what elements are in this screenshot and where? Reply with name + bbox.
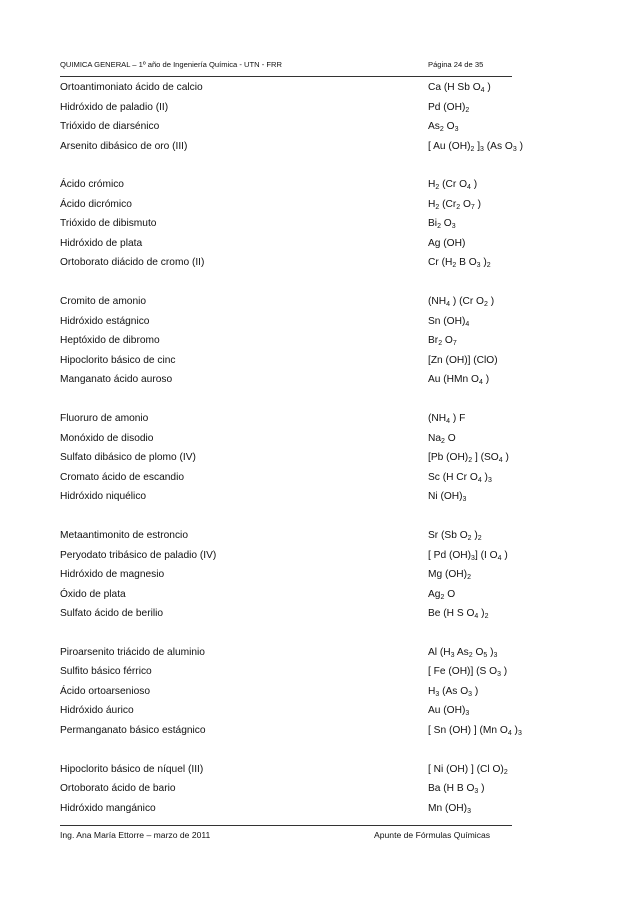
compound-name: Hipoclorito básico de cinc: [60, 354, 176, 366]
compound-name: Metaantimonito de estroncio: [60, 530, 188, 542]
compound-formula: Al ($H_3$ $As_2$ $O_5$ )$_3$: [428, 646, 498, 659]
compound-formula: $H_2$ ($Cr_2$ $O_7$ ): [428, 198, 482, 211]
compound-row: [60, 779, 512, 799]
compound-name: Trióxido de diarsénico: [60, 121, 160, 132]
compound-name: Hipoclorito básico de níquel (III): [60, 763, 204, 775]
compound-row: [60, 195, 512, 215]
compound-formula: Mg $(OH)_2$: [428, 569, 471, 582]
compound-group: [60, 409, 512, 507]
compound-group: [60, 292, 512, 390]
compound-formula: Ba (H B $O_3$ ): [428, 783, 485, 796]
compound-name: Cromato ácido de escandio: [60, 471, 185, 483]
page-footer: [60, 825, 512, 844]
compound-row: [60, 137, 523, 157]
compound-row: [60, 799, 512, 819]
compound-formula: ($NH_4$ ) (Cr $O_2$ ): [428, 296, 495, 309]
compound-group: [60, 526, 512, 624]
compound-row: [60, 604, 512, 624]
compound-name: Manganato ácido auroso: [60, 374, 173, 386]
compound-row: [60, 643, 512, 663]
compound-name: Hidróxido de magnesio: [60, 569, 165, 581]
compound-formula: Au $(OH)_3$: [428, 705, 470, 718]
compound-row: [60, 253, 512, 273]
compound-row: [60, 351, 512, 371]
compound-row: [60, 760, 512, 780]
compound-formula: ($NH_4$ ) F: [428, 413, 466, 426]
compound-formula: Sr (Sb $O_2$ )$_2$: [428, 530, 482, 543]
compound-formula: Ca (H Sb $O_4$ ): [428, 82, 491, 94]
compound-group: [60, 643, 522, 741]
compound-row: [60, 98, 512, 118]
compound-name: Ácido dicrómico: [60, 198, 132, 210]
compound-group: [60, 760, 512, 819]
compound-name: Sulfato ácido de berilio: [60, 608, 164, 620]
compound-row: [60, 175, 512, 195]
compound-row: [60, 234, 512, 254]
compound-row: [60, 487, 512, 507]
compound-row: [60, 565, 512, 585]
compound-name: Arsenito dibásico de oro (III): [60, 140, 188, 152]
compound-row: [60, 117, 512, 137]
compound-name: Hidróxido áurico: [60, 705, 134, 717]
compound-name: Ácido ortoarsenioso: [60, 685, 151, 697]
compound-row: [60, 78, 512, 98]
compound-formula: Sn $(OH)_4$: [428, 315, 470, 328]
compound-group: [60, 175, 512, 273]
compound-row: [60, 468, 512, 488]
compound-row: [60, 214, 512, 234]
compound-name: Ácido crómico: [60, 179, 124, 191]
compound-name: Ortoborato ácido de bario: [60, 783, 176, 795]
compound-formula: $Bi_2$ $O_3$: [428, 218, 456, 231]
compound-formula: Sc (H Cr $O_4$ )$_3$: [428, 471, 492, 484]
compound-formula: Ni $(OH)_3$: [428, 491, 467, 504]
compound-row: [60, 526, 512, 546]
compound-name: Ortoantimoniato ácido de calcio: [60, 82, 203, 93]
compound-row: [60, 312, 512, 332]
compound-name: Heptóxido de dibromo: [60, 335, 160, 347]
compound-formula: Cr ($H_2$ B $O_3$ )$_2$: [428, 257, 491, 270]
compound-formula: $As_2$ $O_3$: [428, 121, 459, 133]
compound-name: Monóxido de disodio: [60, 432, 154, 444]
compound-formula: Be (H S $O_4$ )$_2$: [428, 608, 489, 621]
compound-row: [60, 682, 512, 702]
compound-formula: [Pb $(OH)_2$ ] ($SO_4$ ): [428, 452, 509, 465]
compound-row: [60, 409, 512, 429]
compound-name: Permanganato básico estágnico: [60, 724, 206, 736]
compound-name: Cromito de amonio: [60, 296, 147, 308]
compound-row: [60, 721, 522, 741]
compound-formula: [ Sn (OH) ] (Mn $O_4$ )$_3$: [428, 724, 522, 737]
compound-formula: $H_2$ (Cr $O_4$ ): [428, 179, 478, 192]
compound-row: [60, 662, 512, 682]
compound-name: Piroarsenito triácido de aluminio: [60, 646, 205, 658]
footer-document-title: Apunte de Fórmulas Químicas: [374, 830, 491, 840]
compound-row: [60, 546, 512, 566]
compound-name: Hidróxido mangánico: [60, 802, 156, 814]
compound-formula: [ Fe (OH)] (S $O_3$ ): [428, 666, 508, 679]
compound-name: Ortoborato diácido de cromo (II): [60, 257, 205, 269]
compound-formula: $Na_2$ O: [428, 432, 456, 445]
compound-name: Sulfato dibásico de plomo (IV): [60, 452, 196, 464]
compound-name: Fluoruro de amonio: [60, 413, 149, 425]
compound-name: Óxido de plata: [60, 588, 126, 600]
compound-row: [60, 292, 512, 312]
compound-row: [60, 429, 512, 449]
compound-name: Sulfito básico férrico: [60, 666, 152, 678]
compound-name: Hidróxido niquélico: [60, 491, 147, 503]
compound-row: [60, 701, 512, 721]
compound-name: Hidróxido de plata: [60, 237, 143, 249]
compound-formula: $Br_2$ $O_7$: [428, 335, 457, 348]
compound-name: Hidróxido estágnico: [60, 315, 150, 327]
page-header: [60, 58, 512, 77]
compound-row: [60, 585, 512, 605]
compound-row: [60, 448, 512, 468]
compound-formula: Pd $(OH)_2$: [428, 101, 470, 114]
header-course-title: QUIMICA GENERAL – 1º año de Ingeniería Química - UTN - FRR: [60, 60, 282, 69]
compound-formula: [Zn (OH)] (ClO): [428, 354, 498, 366]
compound-group: [60, 78, 523, 156]
compound-row: [60, 331, 512, 351]
compound-formula: [ Au $(OH)_2$ ]$_3$ (As $O_3$ ): [428, 140, 523, 153]
compound-formula: [ Pd $(OH)_3$] (I $O_4$ ): [428, 549, 508, 562]
compound-name: Hidróxido de paladio (II): [60, 101, 169, 113]
compound-formula: $H_3$ (As $O_3$ ): [428, 685, 479, 698]
compound-formula: [ Ni (OH) ] (Cl $O)_2$: [428, 763, 508, 776]
compound-formula: $Ag_2$ O: [428, 588, 456, 601]
compound-row: [60, 370, 512, 390]
footer-author: Ing. Ana María Ettorre – marzo de 2011: [60, 830, 211, 840]
compound-formula: Mn $(OH)_3$: [428, 802, 471, 815]
compound-name: Trióxido de dibismuto: [60, 218, 157, 230]
header-page-number: Página 24 de 35: [428, 60, 484, 69]
compound-name: Peryodato tribásico de paladio (IV): [60, 549, 217, 561]
compound-formula: Ag (OH): [428, 237, 466, 249]
compound-formula: Au (HMn $O_4$ ): [428, 374, 490, 387]
formula-list: [60, 78, 523, 838]
